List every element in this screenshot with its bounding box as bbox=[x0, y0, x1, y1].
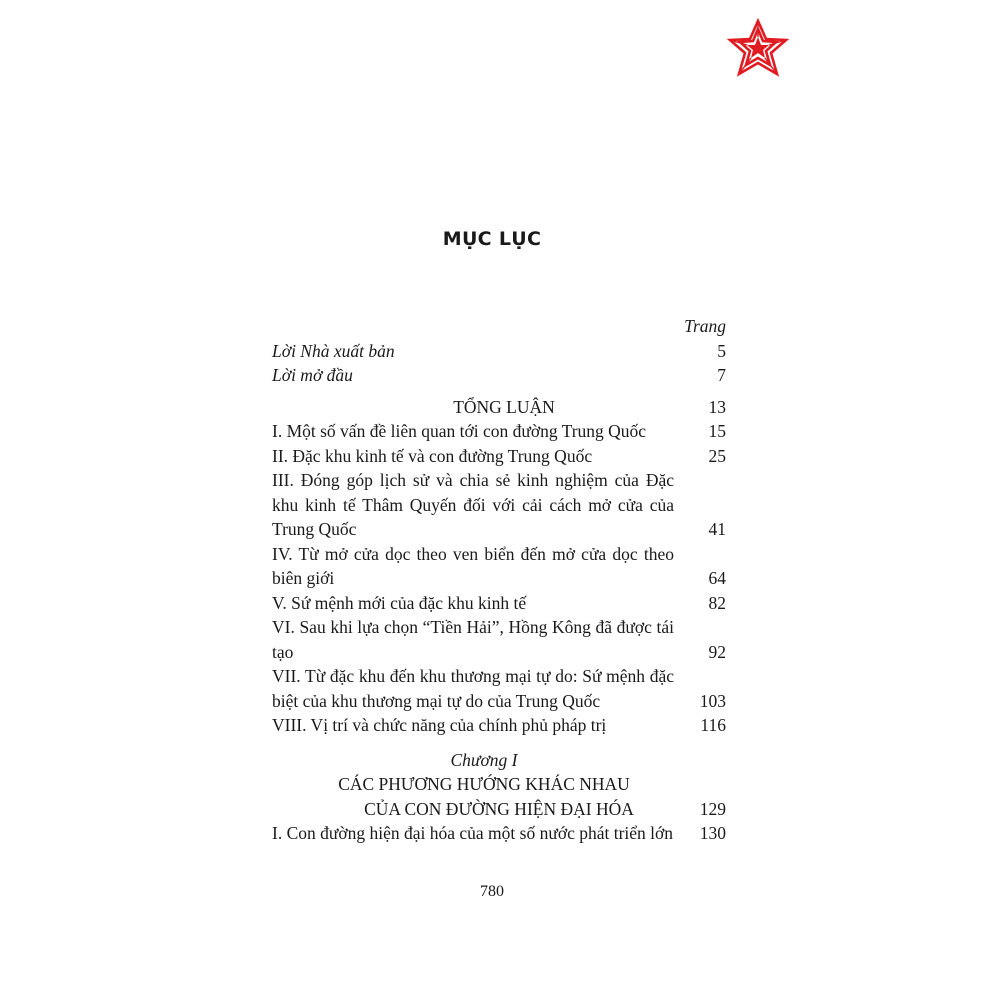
table-of-contents bbox=[272, 314, 726, 846]
toc-entry-text: I. Con đường hiện đại hóa của một số nước phát triển lớn bbox=[272, 823, 674, 843]
toc-entry[interactable] bbox=[272, 419, 726, 444]
chapter-title-line: CÁC PHƯƠNG HƯỚNG KHÁC NHAU bbox=[338, 774, 630, 794]
toc-entry-page: 82 bbox=[708, 592, 726, 613]
toc-entry-text: VII. Từ đặc khu đến khu thương mại tự do: Sứ mệnh đặc biệt của khu thương mại tự do của Trung Quốc bbox=[272, 666, 674, 711]
toc-entry-page: 41 bbox=[708, 519, 726, 539]
toc-entry-text: Lời Nhà xuất bản bbox=[272, 340, 395, 361]
publisher-star-logo-icon bbox=[726, 18, 790, 80]
toc-entry-text: V. Sứ mệnh mới của đặc khu kinh tế bbox=[272, 592, 527, 613]
toc-entry-text: IV. Từ mở cửa dọc theo ven biển đến mở cửa dọc theo biên giới bbox=[272, 543, 674, 588]
toc-section-heading[interactable] bbox=[272, 395, 726, 420]
toc-entry-page: 64 bbox=[708, 568, 726, 588]
toc-entry[interactable] bbox=[272, 615, 726, 664]
toc-entry[interactable] bbox=[272, 713, 726, 738]
chapter-label: Chương I bbox=[450, 749, 518, 770]
toc-entry[interactable] bbox=[272, 542, 726, 591]
toc-entry-preface[interactable] bbox=[272, 363, 726, 388]
toc-entry[interactable] bbox=[272, 444, 726, 469]
toc-entry[interactable] bbox=[272, 468, 726, 542]
page-title: MỤC LỤC bbox=[442, 228, 542, 250]
toc-entry[interactable] bbox=[272, 664, 726, 713]
toc-entry-page: 103 bbox=[699, 690, 726, 711]
toc-entry-page: 92 bbox=[708, 641, 726, 662]
toc-chapter-heading[interactable] bbox=[272, 797, 726, 822]
toc-entry-page: 130 bbox=[699, 823, 726, 843]
toc-entry[interactable] bbox=[272, 591, 726, 616]
chapter-title-line: CỦA CON ĐƯỜNG HIỆN ĐẠI HÓA bbox=[364, 798, 634, 819]
toc-entry-page: 5 bbox=[717, 340, 726, 361]
toc-entry-text: Lời mở đầu bbox=[272, 365, 353, 385]
page-column-header: Trang bbox=[684, 316, 726, 336]
toc-entry-text: I. Một số vấn đề liên quan tới con đường Trung Quốc bbox=[272, 421, 647, 441]
toc-entry-page: 15 bbox=[708, 421, 726, 441]
toc-entry-page: 25 bbox=[708, 445, 726, 466]
toc-entry-text: III. Đóng góp lịch sử và chia sẻ kinh nghiệm của Đặc khu kinh tế Thâm Quyến đối với cải cách mở cửa của Trung Quốc bbox=[272, 470, 674, 539]
toc-entry-page: 7 bbox=[717, 365, 726, 385]
toc-entry-text: VI. Sau khi lựa chọn “Tiền Hải”, Hồng Kông đã được tái tạo bbox=[272, 617, 674, 662]
toc-entry-page: 129 bbox=[699, 798, 726, 819]
toc-entry-text: VIII. Vị trí và chức năng của chính phủ pháp trị bbox=[272, 715, 607, 735]
toc-entry-text: TỔNG LUẬN bbox=[453, 396, 555, 417]
toc-entry-text: II. Đặc khu kinh tế và con đường Trung Quốc bbox=[272, 445, 593, 466]
toc-entry-page: 13 bbox=[708, 396, 726, 417]
toc-entry-page: 116 bbox=[700, 715, 726, 735]
toc-entry-publisher-note[interactable] bbox=[272, 339, 726, 364]
page-number: 780 bbox=[480, 883, 504, 900]
toc-entry[interactable] bbox=[272, 821, 726, 846]
